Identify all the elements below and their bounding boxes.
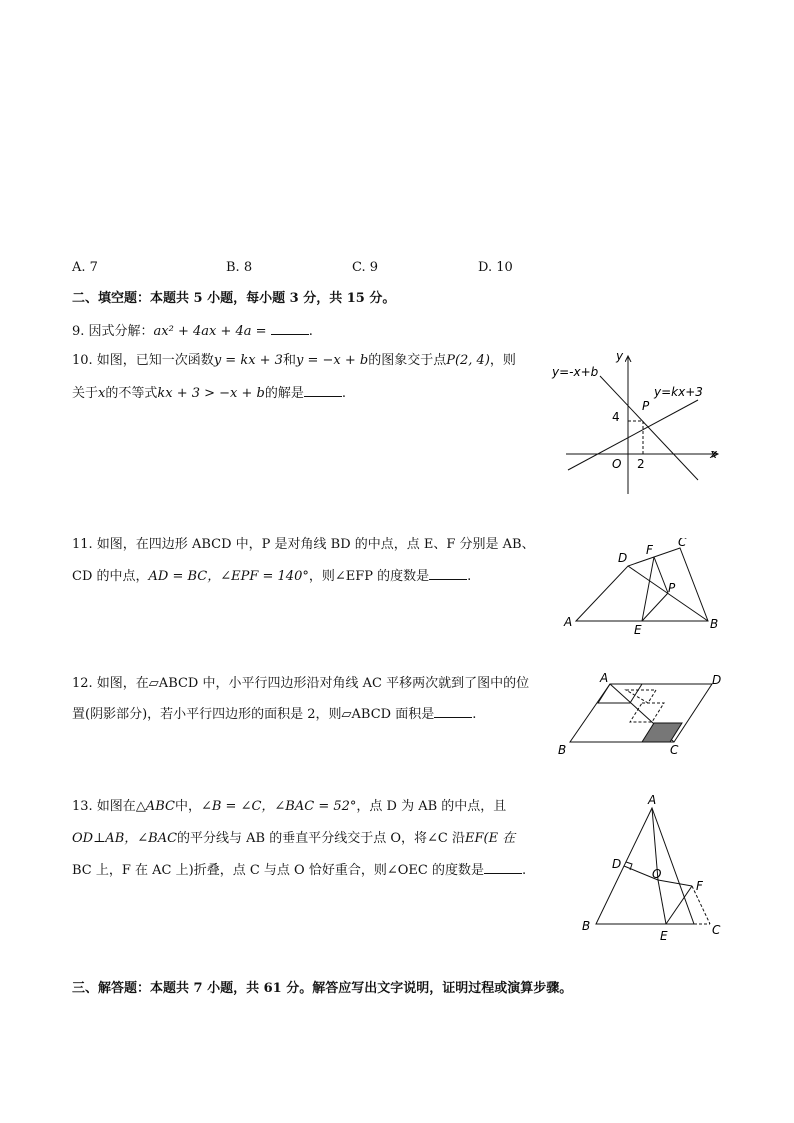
q10-line1 xyxy=(72,352,516,370)
label-F: F xyxy=(646,543,653,557)
label-D: D xyxy=(618,551,628,565)
q9 xyxy=(72,322,313,341)
label-E: E xyxy=(634,623,642,637)
triangle-abc xyxy=(596,808,694,924)
q13-cond1: ∠B = ∠C，∠BAC = 52° xyxy=(200,799,357,814)
label-y: y xyxy=(616,349,624,363)
q9-expr: ax² + 4ax + 4a = xyxy=(153,324,267,339)
option-b: B. 8 xyxy=(226,260,253,275)
label-2: 2 xyxy=(637,457,645,471)
q13-text-a: 13. 如图在 xyxy=(72,799,136,814)
quad-abcd xyxy=(576,548,708,621)
q10-text-b: 和 xyxy=(282,353,296,368)
section3-title: 三、解答题：本题共 7 小题，共 61 分。解答应写出文字说明，证明过程或演算步骤。 xyxy=(72,981,573,996)
label-D: D xyxy=(712,673,722,687)
option-c: C. 9 xyxy=(352,260,379,275)
label-A: A xyxy=(600,671,609,685)
q13-line3 xyxy=(72,861,526,880)
q10-point: P(2, 4) xyxy=(446,353,490,368)
q12-figure xyxy=(552,670,732,760)
seg-ep xyxy=(642,593,668,621)
label-C: C xyxy=(678,538,687,549)
label-P: P xyxy=(642,399,650,413)
q10-text-a: 10. 如图，已知一次函数 xyxy=(72,353,214,368)
label-B: B xyxy=(710,617,719,631)
label-line1: y=-x+b xyxy=(552,365,599,379)
q10-f2: y = −x + b xyxy=(295,353,369,368)
q12-line1: 12. 如图，在▱ABCD 中，小平行四边形沿对角线 AC 平移两次就到了图中的位 xyxy=(72,676,530,691)
q10-ineq: kx + 3 > −x + b xyxy=(157,386,265,401)
q10-text-f: 的不等式 xyxy=(105,386,158,401)
q10-blank xyxy=(304,384,342,397)
label-A: A xyxy=(648,793,657,807)
q11-blank xyxy=(429,567,467,580)
q10-text-c: 的图象交于点 xyxy=(368,353,447,368)
label-4: 4 xyxy=(612,410,620,424)
seg-oe xyxy=(658,880,666,924)
option-a: A. 7 xyxy=(72,260,98,275)
q10-var: x xyxy=(98,386,106,401)
q10-figure xyxy=(548,348,728,498)
q12-line2 xyxy=(72,705,476,724)
q13-text-g: BC 上，F 在 AC 上)折叠，点 C 与点 O 恰好重合，则∠OEC 的度数是 xyxy=(72,863,484,878)
label-C: C xyxy=(712,923,721,937)
q9-suffix: . xyxy=(308,324,313,339)
label-x: x xyxy=(710,447,718,461)
label-A: A xyxy=(564,615,573,629)
seg-ef xyxy=(642,557,654,621)
label-D: D xyxy=(612,857,622,871)
label-F: F xyxy=(696,879,703,893)
q11-text-b: ，则∠EFP 的度数是 xyxy=(308,569,430,584)
q13-line1 xyxy=(72,798,506,816)
seg-fp xyxy=(654,557,668,593)
label-B: B xyxy=(582,919,591,933)
label-line2: y=kx+3 xyxy=(654,385,703,399)
q11-cond: AD = BC，∠EPF = 140° xyxy=(148,569,309,584)
label-C: C xyxy=(670,743,679,757)
q10-line2 xyxy=(72,384,346,403)
q13-text-b: 中， xyxy=(174,799,201,814)
q13-text-f: EF(E 在 xyxy=(465,831,516,846)
q13-text-c: ，点 D 为 AB 的中点，且 xyxy=(356,799,507,814)
section2-title: 二、填空题：本题共 5 小题，每小题 3 分，共 15 分。 xyxy=(72,291,396,306)
q12-text-b: . xyxy=(472,707,477,722)
q10-text-g: 的解是 xyxy=(264,386,304,401)
q12-text-a: 置(阴影部分)，若小平行四边形的面积是 2，则▱ABCD 面积是 xyxy=(72,707,435,722)
seg-of xyxy=(658,880,692,886)
q10-text-h: . xyxy=(341,386,347,401)
label-P: P xyxy=(668,581,676,595)
q10-f1: y = kx + 3 xyxy=(213,353,283,368)
q13-blank xyxy=(484,861,522,874)
q9-blank xyxy=(271,322,309,335)
q9-prefix: 9. 因式分解： xyxy=(72,324,154,339)
small-para-2 xyxy=(630,703,664,722)
para-abcd xyxy=(570,684,712,742)
label-O: O xyxy=(612,457,622,471)
q13-text-e: 的平分线与 AB 的垂直平分线交于点 O，将∠C 沿 xyxy=(177,831,465,846)
fold-ef xyxy=(666,886,692,924)
q11-figure xyxy=(558,538,728,638)
q10-text-e: 关于 xyxy=(72,386,99,401)
dash-guide xyxy=(626,690,656,703)
q11-line1: 11. 如图，在四边形 ABCD 中，P 是对角线 BD 的中点，点 E、F 分别是 AB、 xyxy=(72,537,535,552)
label-B: B xyxy=(558,743,567,757)
label-E: E xyxy=(660,929,668,943)
q11-line2 xyxy=(72,567,471,586)
q13-tri: △ABC xyxy=(135,799,175,814)
q13-figure xyxy=(574,790,734,950)
q11-text-c: . xyxy=(467,569,472,584)
q13-text-d: OD⊥AB，∠BAC xyxy=(72,831,178,846)
q12-blank xyxy=(434,705,472,718)
q13-line2 xyxy=(72,830,515,848)
q13-text-h: . xyxy=(521,863,527,878)
q10-text-d: ，则 xyxy=(489,353,516,368)
q11-text-a: CD 的中点， xyxy=(72,569,149,584)
option-d: D. 10 xyxy=(478,260,513,275)
label-O: O xyxy=(652,867,662,881)
